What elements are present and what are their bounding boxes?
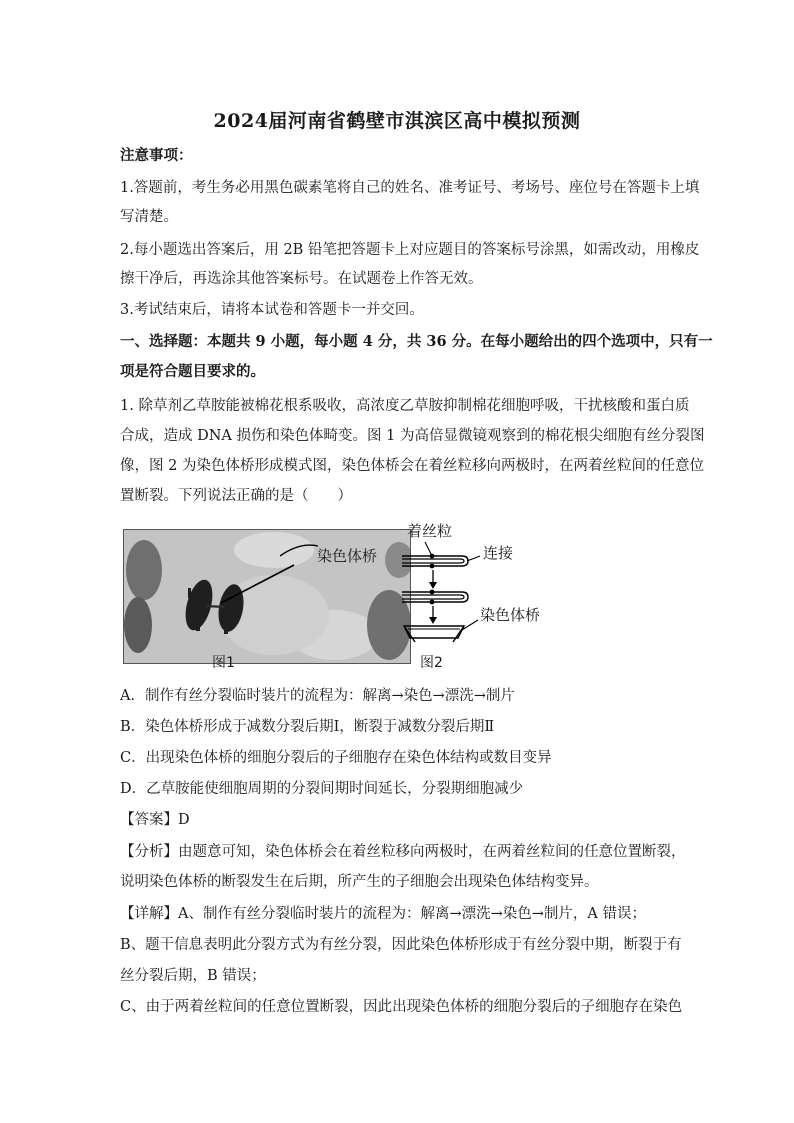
answer: 【答案】D [120,812,190,828]
notice-item-3: 3.考试结束后，请将本试卷和答题卡一并交回。 [120,302,424,318]
section-heading-line-1: 一、选择题：本题共 9 小题，每小题 4 分，共 36 分。在每小题给出的四个选项中，只有一 [120,333,713,350]
section-heading-line-2: 项是符合题目要求的。 [120,363,265,380]
notice-heading: 注意事项： [120,147,193,164]
question-1-stem-line-1: 1. 除草剂乙草胺能被棉花根系吸收，高浓度乙草胺抑制棉花细胞呼吸，干扰核酸和蛋白质 [120,398,690,414]
figure-1-callout-line [280,542,320,562]
option-c: C．出现染色体桥的细胞分裂后的子细胞存在染色体结构或数目变异 [120,750,552,766]
analysis-line-2: 说明染色体桥的断裂发生在后期，所产生的子细胞会出现染色体结构变异。 [120,874,599,890]
notice-item-1-line-2: 写清楚。 [120,209,178,225]
figure-2-centromere-label: 着丝粒 [407,522,453,540]
figure-1-label: 图1 [212,655,235,671]
option-b: B．染色体桥形成于减数分裂后期Ⅰ，断裂于减数分裂后期Ⅱ [120,719,495,735]
analysis-line-1: 【分析】由题意可知，染色体桥会在着丝粒移向两极时，在两着丝粒间的任意位置断裂， [120,844,686,860]
figure-2-label: 图2 [420,655,443,671]
notice-item-2-line-2: 擦干净后，再选涂其他答案标号。在试题卷上作答无效。 [120,271,483,287]
question-1-stem-line-2: 合成，造成 DNA 损伤和染色体畸变。图 1 为高倍显微镜观察到的棉花根尖细胞有丝分裂图 [120,428,705,444]
option-a: A．制作有丝分裂临时装片的流程为：解离→染色→漂洗→制片 [120,688,515,704]
question-1-stem-line-4: 置断裂。下列说法正确的是（ ） [120,488,352,504]
figure-2-bridge-label: 染色体桥 [480,606,541,624]
figure-1-callout: 染色体桥 [317,547,378,565]
detail-line-3: 丝分裂后期，B 错误； [120,968,266,984]
question-1-figures [120,520,680,675]
notice-item-2-line-1: 2.每小题选出答案后，用 2B 铅笔把答题卡上对应题目的答案标号涂黑，如需改动，用橡皮 [120,242,700,258]
figure-2-connect-label: 连接 [483,544,514,562]
detail-line-4: C、由于两着丝粒间的任意位置断裂，因此出现染色体桥的细胞分裂后的子细胞存在染色 [120,999,683,1015]
question-1-stem-line-3: 像，图 2 为染色体桥形成模式图，染色体桥会在着丝粒移向两极时，在两着丝粒间的任意位 [120,458,704,474]
notice-item-1-line-1: 1.答题前，考生务必用黑色碳素笔将自己的姓名、准考证号、考场号、座位号在答题卡上填 [120,180,700,196]
detail-line-2: B、题干信息表明此分裂方式为有丝分裂，因此染色体桥形成于有丝分裂中期，断裂于有 [120,937,682,953]
option-d: D．乙草胺能使细胞周期的分裂间期时间延长，分裂期细胞减少 [120,781,524,797]
exam-title: 2024届河南省鹤壁市淇滨区高中模拟预测 [213,110,581,132]
detail-line-1: 【详解】A、制作有丝分裂临时装片的流程为：解离→漂洗→染色→制片，A 错误； [120,906,646,922]
